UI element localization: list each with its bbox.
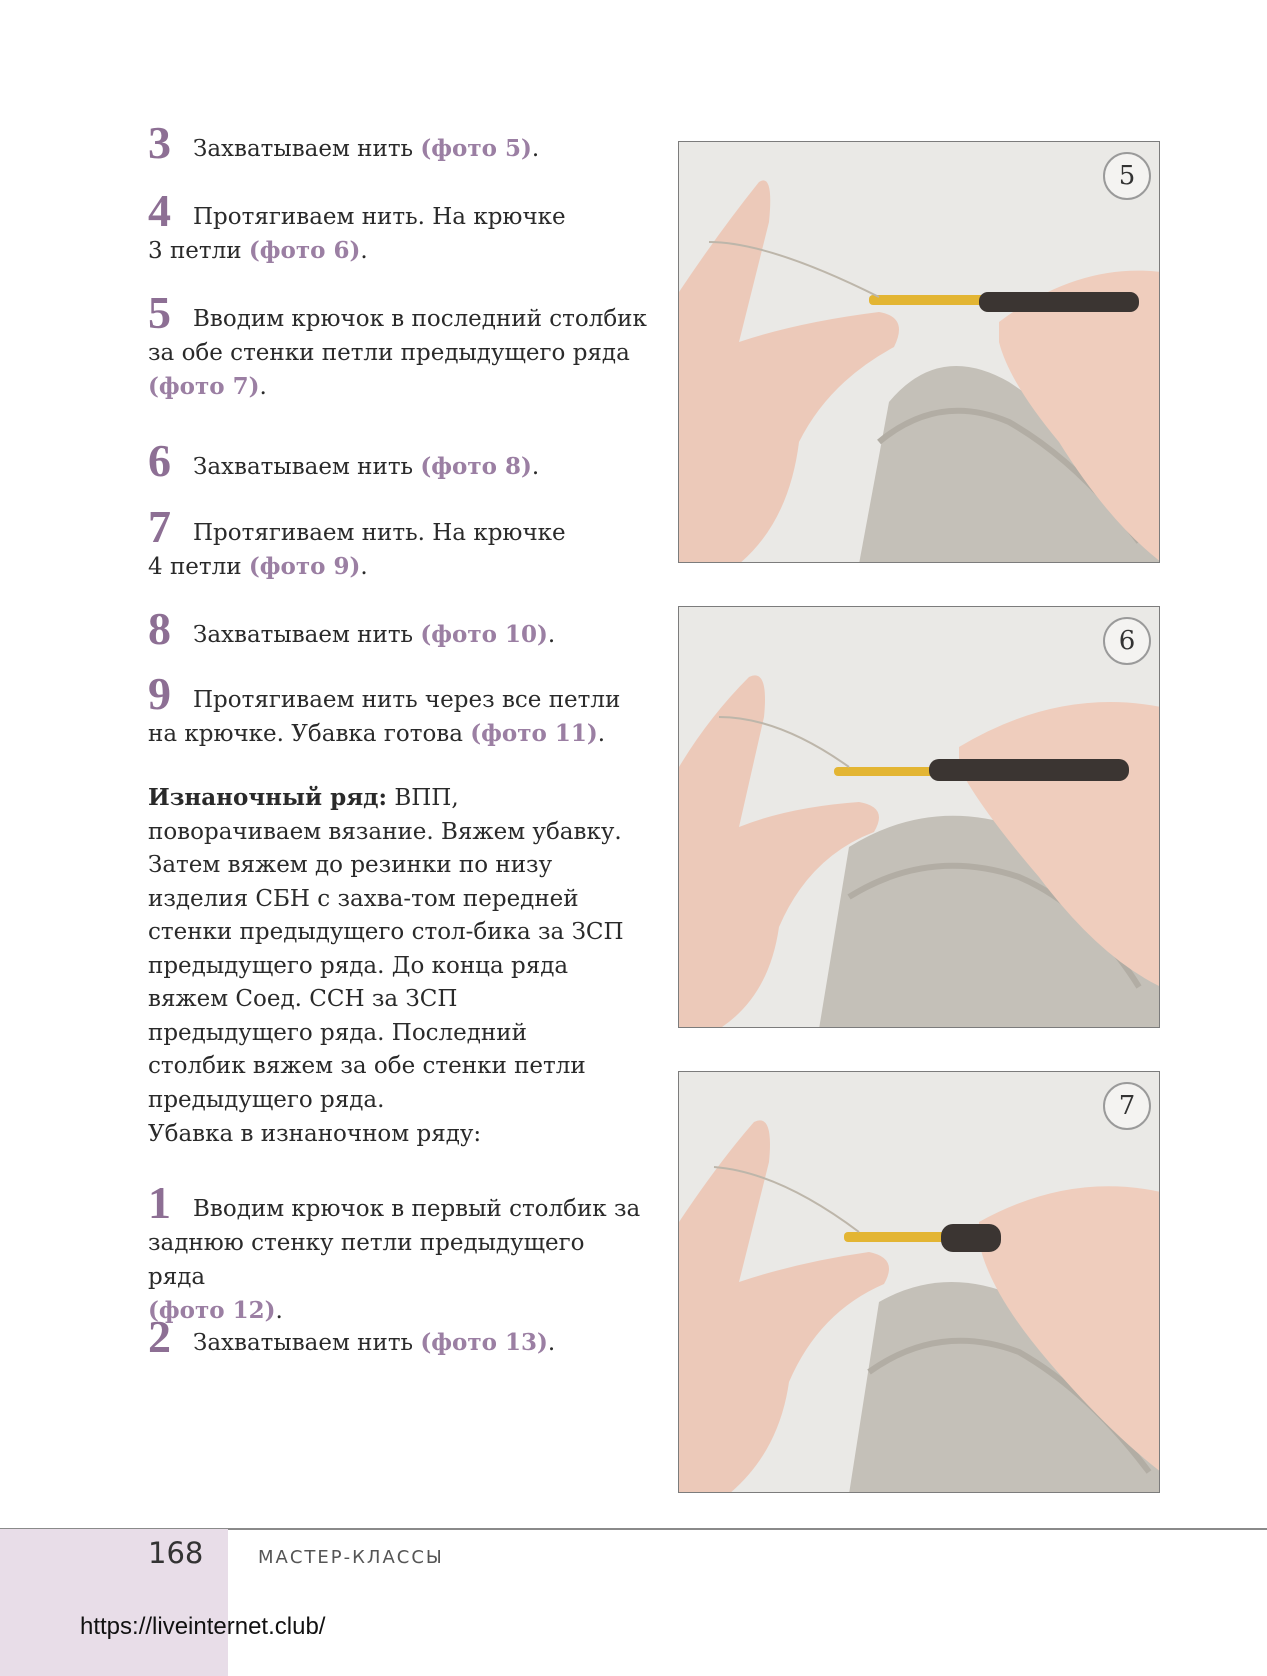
step-4: 4 Протягиваем нить. На крючке 3 петли (фото 6).	[148, 185, 566, 264]
photo-number-badge: 7	[1103, 1082, 1151, 1130]
photo-number-badge: 6	[1103, 617, 1151, 665]
step-number: 9	[148, 668, 171, 719]
step-number: 2	[148, 1311, 171, 1362]
wrong-side-label: Изнаночный ряд:	[148, 784, 388, 811]
decrease-heading: Убавка в изнаночном ряду:	[148, 1121, 482, 1147]
photo-ref: (фото 12)	[148, 1297, 276, 1324]
step-number: 8	[148, 603, 171, 654]
source-url[interactable]: https://liveinternet.club/	[80, 1613, 326, 1640]
photo-ref: (фото 8)	[420, 453, 532, 480]
photo-5	[678, 141, 1160, 563]
footer-divider	[228, 1528, 1267, 1530]
step-9: 9 Протягиваем нить через все петли на крючке. Убавка готова (фото 11).	[148, 668, 621, 747]
step-2: 2 Захватываем нить (фото 13).	[148, 1311, 556, 1362]
step-number: 6	[148, 435, 171, 486]
photo-ref: (фото 6)	[248, 237, 361, 264]
step-5: 5 Вводим крючок в последний столбик за обе стенки петли предыдущего ряда (фото 7).	[148, 287, 647, 400]
photo-illustration	[679, 142, 1160, 563]
photo-number-badge: 5	[1103, 152, 1151, 200]
photo-7	[678, 1071, 1160, 1493]
page-number: 168	[148, 1536, 204, 1570]
section-title: МАСТЕР-КЛАССЫ	[258, 1547, 444, 1568]
step-number: 3	[148, 117, 171, 168]
photo-6	[678, 606, 1160, 1028]
step-number: 4	[148, 185, 171, 236]
step-3: 3 Захватываем нить (фото 5).	[148, 117, 540, 168]
wrong-side-paragraph: Изнаночный ряд: ВПП, поворачиваем вязание. Вяжем убавку. Затем вяжем до резинки по низу изделия СБН с захва-том передней стенки предыдущего стол-бика за ЗСП предыдущего ряда. До конца ряда вяжем Соед. ССН за ЗСП предыдущего ряда. Последний столбик вяжем за обе стенки петли предыдущего ряда.	[148, 784, 624, 1113]
step-7: 7 Протягиваем нить. На крючке 4 петли (фото 9).	[148, 501, 566, 580]
step-number: 7	[148, 501, 171, 552]
photo-ref: (фото 7)	[148, 373, 260, 400]
photo-ref: (фото 9)	[248, 553, 361, 580]
photo-ref: (фото 13)	[420, 1329, 548, 1356]
photo-illustration	[679, 1072, 1160, 1493]
photo-ref: (фото 5)	[420, 135, 532, 162]
step-number: 5	[148, 287, 171, 338]
step-1: 1 Вводим крючок в первый столбик за заднюю стенку петли предыдущего ряда (фото 12).	[148, 1177, 641, 1324]
step-6: 6 Захватываем нить (фото 8).	[148, 435, 540, 486]
step-8: 8 Захватываем нить (фото 10).	[148, 603, 556, 654]
photo-illustration	[679, 607, 1160, 1028]
photo-ref: (фото 10)	[420, 621, 548, 648]
photo-ref: (фото 11)	[470, 720, 598, 747]
step-number: 1	[148, 1177, 171, 1228]
